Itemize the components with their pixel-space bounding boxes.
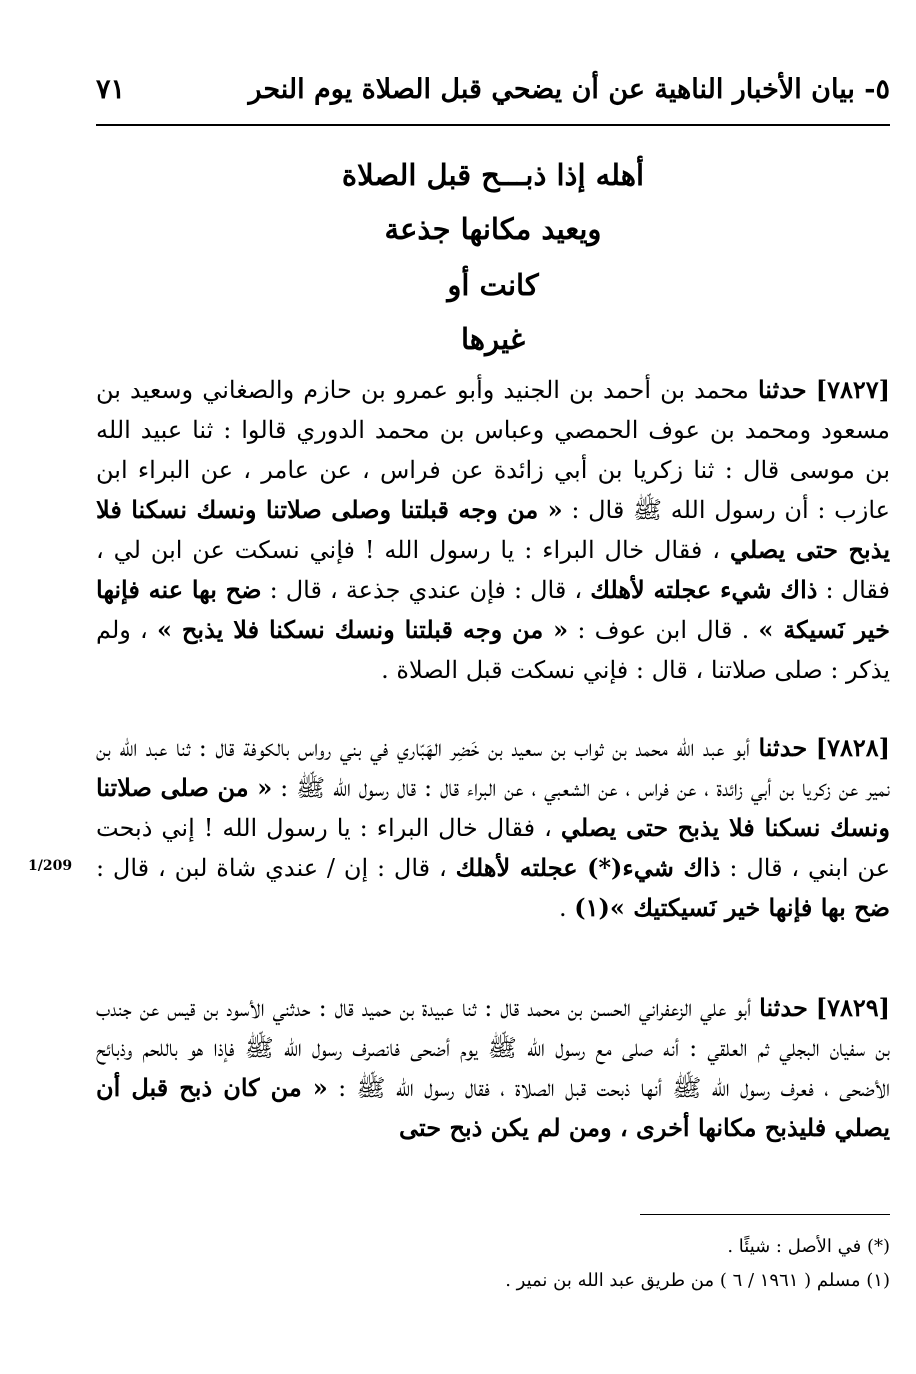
footnote-star: (*) في الأصل : شيئًا . <box>727 1236 890 1257</box>
hadith-bold-text: ضح بها عنه فإنها خير نَسيكة » <box>96 575 890 644</box>
running-header <box>96 74 890 116</box>
hadith-intro: حدثنا <box>759 993 808 1022</box>
hadith-text: أبو عبد الله محمد بن ثواب بن سعيد بن خَضِر الهَبّاري في بني رواس بالكوفة قال : ثنا عبد الله بن نمير عن زكريا بن أبي زائدة ، عن فراس ، عن الشعبي ، عن البراء قال : قال رسول الله ﷺ : <box>96 734 890 802</box>
hadith-text: أبو علي الزعفراني الحسن بن محمد قال : ثنا عبيدة بن حميد قال : حدثني الأسود بن قيس عن جندب بن سفيان البجلي ثم العلقي : أنه صلى مع رسول الله ﷺ يوم أضحى فانصرف رسول الله ﷺ فإذا هو باللحم وذبائح الأضحى ، فعرف رسول الله ﷺ أنها ذبحت قبل الصلاة ، فقال رسول الله ﷺ : <box>96 994 890 1102</box>
margin-page-reference: 1/209 <box>28 858 73 874</box>
hadith-bold-text: « من كان ذبح قبل أن يصلي فليذبح مكانها أخرى ، ومن لم يكن ذبح حتى <box>96 1073 890 1142</box>
hadith-bold-text: « من وجه قبلتنا ونسك نسكنا فلا يذبح » <box>156 615 569 644</box>
hadith-text: . <box>558 894 575 922</box>
header-rule <box>96 124 890 126</box>
hadith-bold-text: ذاك شيء(*) عجلته لأهلك <box>455 853 721 882</box>
heading-line-3: كانت أو <box>447 268 539 302</box>
heading-line-1: أهله إذا ذبـــح قبل الصلاة <box>341 158 645 192</box>
heading-line-2: ويعيد مكانها جذعة <box>384 212 602 246</box>
footnotes <box>96 1230 890 1298</box>
footnote-rule <box>640 1214 890 1215</box>
hadith-text: . قال ابن عوف : <box>568 616 759 644</box>
hadith-text: محمد بن أحمد بن الجنيد وأبو عمرو بن حازم والصغاني وسعيد بن مسعود ومحمد بن عوف الحمصي وعباس بن محمد الدوري قالوا : ثنا عبيد الله بن موسى قال : ثنا زكريا بن أبي زائدة عن فراس ، عن عامر ، عن البراء ابن عازب : أن رسول الله ﷺ قال : <box>96 376 890 524</box>
hadith-bold-text: « من صلى صلاتنا ونسك نسكنا فلا يذبح حتى يصلي <box>96 773 890 842</box>
hadith-bold-text: ضح بها فإنها خير نَسيكتيك »(١) <box>574 893 890 922</box>
hadith-intro: حدثنا <box>758 733 808 762</box>
hadith-7829 <box>96 988 890 1148</box>
hadith-bold-text: ذاك شيء عجلته لأهلك <box>590 575 818 604</box>
hadith-number: [٧٨٢٩] <box>815 993 891 1022</box>
hadith-intro: حدثنا <box>757 375 807 404</box>
hadith-bold-text: « من وجه قبلتنا وصلى صلاتنا ونسك نسكنا فلا يذبح حتى يصلي <box>96 495 891 564</box>
hadith-text: ، قال : فإن عندي جذعة ، قال : <box>261 576 591 604</box>
hadith-text: ، فقال خال البراء : يا رسول الله ! فإني نسكت عن ابن لي ، فقال : <box>96 536 891 604</box>
hadith-7828 <box>96 728 890 928</box>
chapter-title: ٥- بيان الأخبار الناهية عن أن يضحي قبل الصلاة يوم النحر <box>248 74 890 105</box>
hadith-text: ، قال : إن / عندي شاة لبن ، قال : <box>96 854 456 882</box>
page-number: ٧١ <box>96 74 126 105</box>
hadith-text: ، فقال خال البراء : يا رسول الله ! إني ذبحت عن ابني ، قال : <box>96 814 891 882</box>
hadith-number: [٧٨٢٨] <box>815 733 890 762</box>
hadith-number: [٧٨٢٧] <box>815 375 890 404</box>
hadith-text: ، ولم يذكر : صلى صلاتنا ، قال : فإني نسكت قبل الصلاة . <box>96 616 890 684</box>
heading-line-4: غيرها <box>460 322 526 356</box>
footnote-1: (١) مسلم ( ١٩٦١ / ٦ ) من طريق عبد الله بن نمير . <box>505 1270 890 1291</box>
hadith-7827 <box>96 370 890 690</box>
